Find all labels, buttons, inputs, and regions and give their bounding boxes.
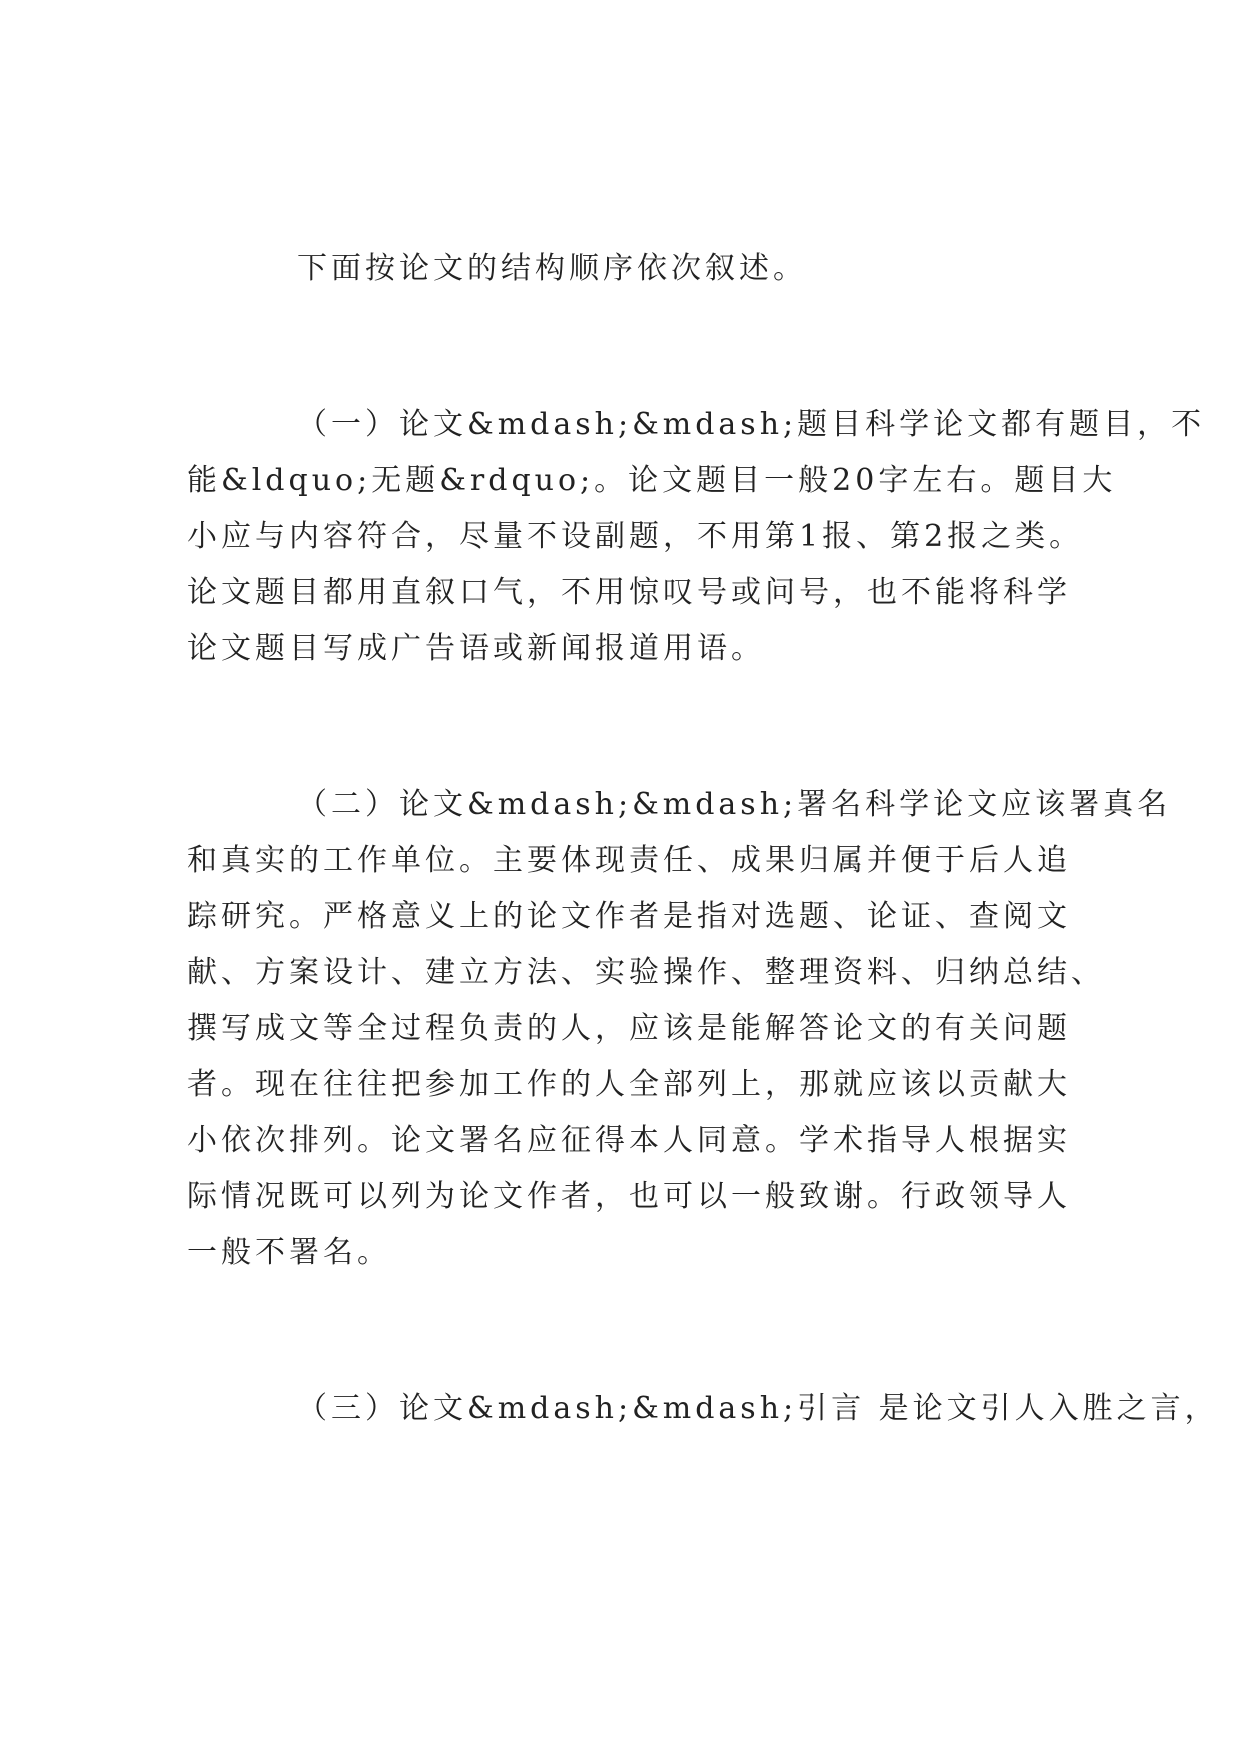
section-2-line: 一般不署名。 (187, 1235, 391, 1270)
section-2-line: （二）论文&mdash;&mdash;署名科学论文应该署真名 (297, 787, 1172, 822)
section-1-line: （一）论文&mdash;&mdash;题目科学论文都有题目，不 (297, 407, 1206, 442)
section-2-line: 小依次排列。论文署名应征得本人同意。学术指导人根据实 (187, 1123, 1071, 1158)
section-1-line: 论文题目都用直叙口气，不用惊叹号或问号，也不能将科学 (187, 575, 1071, 610)
section-3-line: （三）论文&mdash;&mdash;引言 是论文引人入胜之言， (297, 1391, 1219, 1426)
intro-paragraph: 下面按论文的结构顺序依次叙述。 (297, 251, 807, 286)
section-2-line: 际情况既可以列为论文作者，也可以一般致谢。行政领导人 (187, 1179, 1071, 1214)
section-2-line: 和真实的工作单位。主要体现责任、成果归属并便于后人追 (187, 843, 1071, 878)
section-1-line: 论文题目写成广告语或新闻报道用语。 (187, 631, 765, 666)
section-2-line: 踪研究。严格意义上的论文作者是指对选题、论证、查阅文 (187, 899, 1071, 934)
section-1-line: 小应与内容符合，尽量不设副题，不用第1报、第2报之类。 (187, 519, 1084, 554)
section-2-line: 撰写成文等全过程负责的人，应该是能解答论文的有关问题 (187, 1011, 1071, 1046)
section-2-line: 者。现在往往把参加工作的人全部列上，那就应该以贡献大 (187, 1067, 1071, 1102)
section-2-line: 献、方案设计、建立方法、实验操作、整理资料、归纳总结、 (187, 955, 1105, 990)
section-1-line: 能&ldquo;无题&rdquo;。论文题目一般20字左右。题目大 (187, 463, 1117, 498)
